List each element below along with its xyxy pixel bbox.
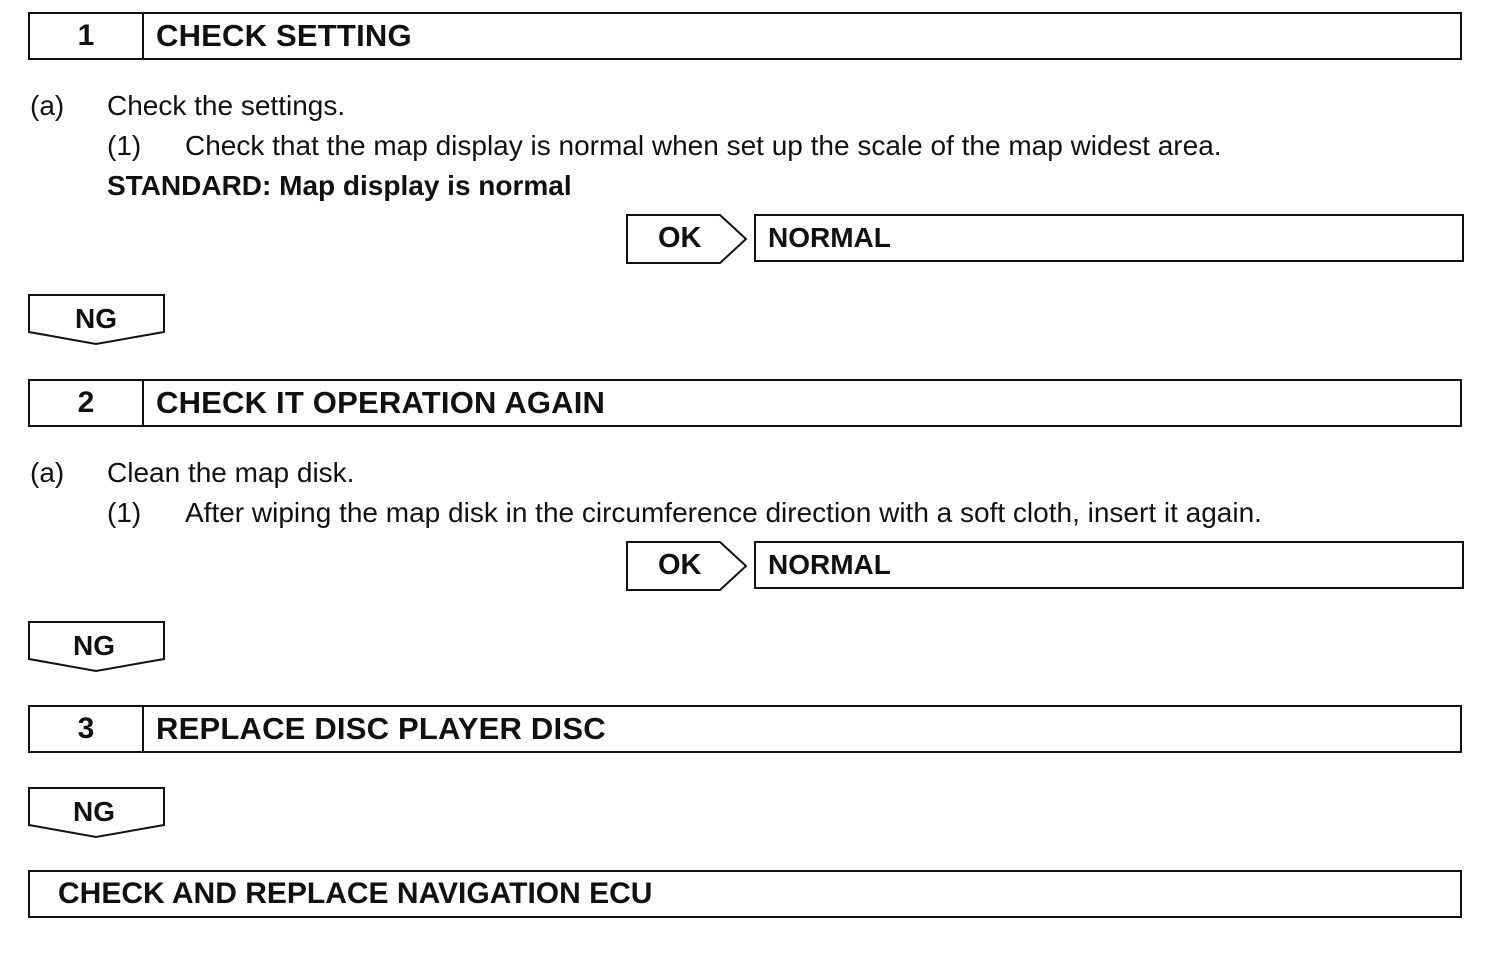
step-title: CHECK IT OPERATION AGAIN — [156, 385, 606, 420]
step-2-sub-text: Clean the map disk. — [107, 457, 355, 488]
step-number: 3 — [30, 707, 144, 751]
ng-label-3: NG — [73, 796, 115, 827]
ok-label-2: OK — [658, 549, 702, 581]
step-1-sub-label: (a) — [30, 90, 65, 121]
step-1-header — [28, 12, 1462, 60]
step-3-header — [28, 705, 1462, 753]
step-number: 1 — [30, 14, 144, 58]
step-2-item-label: (1) — [107, 497, 142, 528]
step-1-item-label: (1) — [107, 130, 142, 161]
ng-label-2: NG — [73, 630, 115, 661]
step-1-standard: STANDARD: Map display is normal — [107, 170, 572, 201]
step-title: REPLACE DISC PLAYER DISC — [156, 711, 606, 746]
step-2-sub-label: (a) — [30, 457, 65, 488]
step-1-item-text: Check that the map display is normal when set up the scale of the map widest area. — [185, 130, 1222, 161]
step-title: CHECK SETTING — [156, 18, 412, 53]
ok-label-1: OK — [658, 222, 702, 254]
final-action-box: CHECK AND REPLACE NAVIGATION ECU — [28, 870, 1462, 918]
step-number: 2 — [30, 381, 144, 425]
step-2-item-text: After wiping the map disk in the circumference direction with a soft cloth, insert it again. — [185, 497, 1262, 528]
step-2-header — [28, 379, 1462, 427]
ng-label-1: NG — [75, 303, 117, 334]
step-1-sub-text: Check the settings. — [107, 90, 346, 121]
ok-result-1: NORMAL — [754, 214, 1464, 262]
ok-result-2: NORMAL — [754, 541, 1464, 589]
